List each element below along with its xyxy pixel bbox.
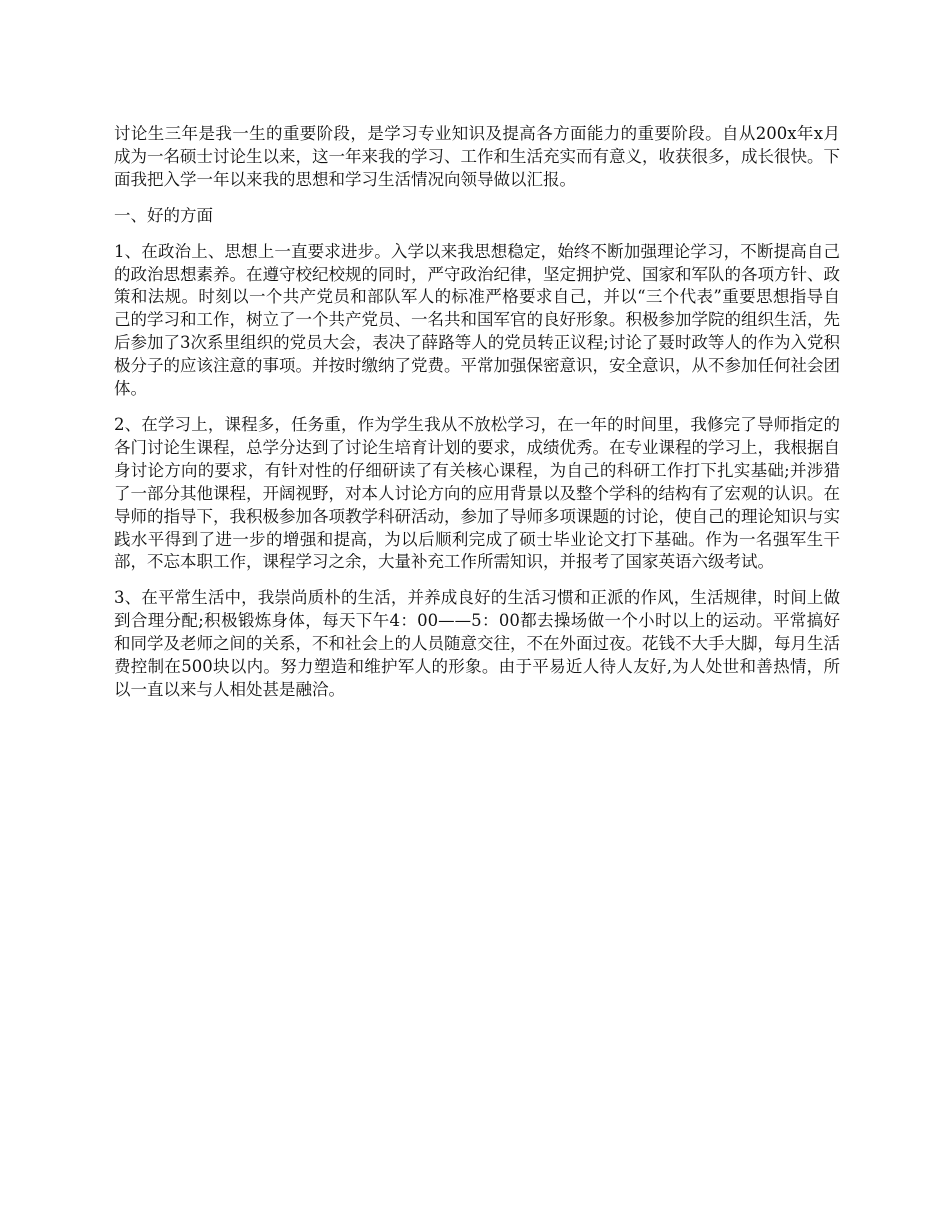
intro-paragraph: 讨论生三年是我一生的重要阶段，是学习专业知识及提高各方面能力的重要阶段。自从200x年x月成为一名硕士讨论生以来，这一年来我的学习、工作和生活充实而有意义，收获很多，成长很快。下面我把入学一年以来我的思想和学习生活情况向领导做以汇报。	[114, 124, 840, 189]
section-heading: 一、好的方面	[114, 205, 213, 225]
document-body	[114, 123, 840, 715]
point-paragraph-politics: 1、在政治上、思想上一直要求进步。入学以来我思想稳定，始终不断加强理论学习，不断提高自己的政治思想素养。在遵守校纪校规的同时，严守政治纪律，坚定拥护党、国家和军队的各项方针、政策和法规。时刻以一个共产党员和部队军人的标准严格要求自己，并以“三个代表”重要思想指导自己的学习和工作，树立了一个共产党员、一名共和国军官的良好形象。积极参加学院的组织生活，先后参加了3次系里组织的党员大会，表决了薛路等人的党员转正议程;讨论了聂时政等人的作为入党积极分子的应该注意的事项。并按时缴纳了党费。平常加强保密意识，安全意识，从不参加任何社会团体。	[114, 241, 840, 399]
point-paragraph-study: 2、在学习上，课程多，任务重，作为学生我从不放松学习，在一年的时间里，我修完了导师指定的各门讨论生课程，总学分达到了讨论生培育计划的要求，成绩优秀。在专业课程的学习上，我根据自身讨论方向的要求，有针对性的仔细研读了有关核心课程，为自己的科研工作打下扎实基础;并涉猎了一部分其他课程，开阔视野，对本人讨论方向的应用背景以及整个学科的结构有了宏观的认识。在导师的指导下，我积极参加各项教学科研活动，参加了导师多项课题的讨论，使自己的理论知识与实践水平得到了进一步的增强和提高，为以后顺利完成了硕士毕业论文打下基础。作为一名强军生干部，不忘本职工作，课程学习之余，大量补充工作所需知识，并报考了国家英语六级考试。	[114, 414, 840, 572]
point-paragraph-life: 3、在平常生活中，我崇尚质朴的生活，并养成良好的生活习惯和正派的作风，生活规律，时间上做到合理分配;积极锻炼身体，每天下午4：00——5：00都去操场做一个小时以上的运动。平常搞好和同学及老师之间的关系，不和社会上的人员随意交往，不在外面过夜。花钱不大手大脚，每月生活费控制在500块以内。努力塑造和维护军人的形象。由于平易近人待人友好,为人处世和善热情，所以一直以来与人相处甚是融洽。	[114, 588, 840, 699]
